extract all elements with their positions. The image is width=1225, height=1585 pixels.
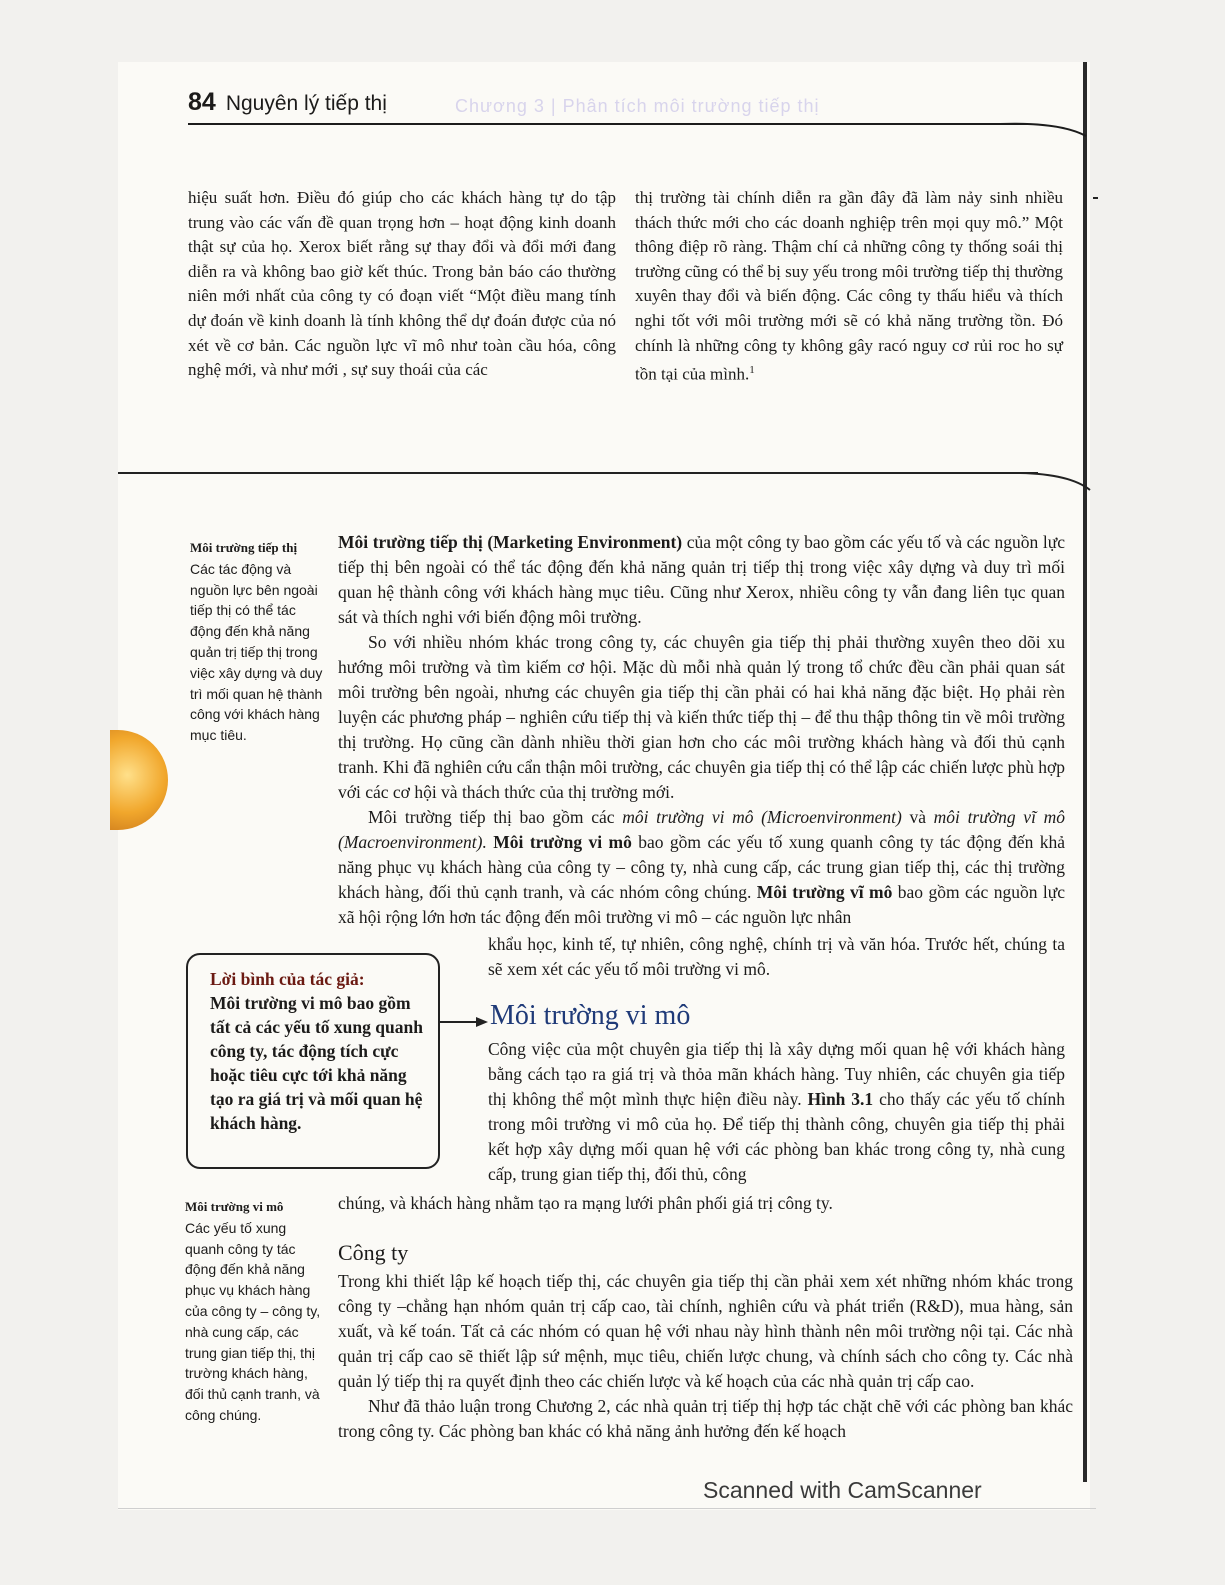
callout-arrow-icon bbox=[440, 1014, 490, 1030]
p3-part-d: bao gồm các nguồn lực xã hội rộng lớn hơn tác động đến môi trường vi mô – các nguồn lực nhân bbox=[338, 882, 1066, 927]
p4-part-b: cho thấy các yếu tố chính trong môi trường vi mô của họ. Để tiếp thị thành công, chuyên gia tiếp thị phải kết hợp xây dựng mối quan hệ với các phòng ban khác trong công ty, nhà cung cấp, trung gian tiếp thị, đối thủ, công bbox=[488, 1089, 1065, 1184]
margin-note-term: Môi trường vi mô bbox=[185, 1199, 284, 1214]
page-spine-shadow bbox=[1083, 62, 1087, 1482]
page-bottom-edge bbox=[118, 1508, 1096, 1509]
main-text-column-2 bbox=[338, 1191, 1065, 1216]
intro-column-left bbox=[188, 186, 616, 383]
main-text-column bbox=[338, 530, 1065, 930]
wrapped-text-column bbox=[488, 932, 1065, 982]
p4-part-a: Công việc của một chuyên gia tiếp thị là xây dựng mối quan hệ với khách hàng bằng cách tạo ra giá trị và thỏa mãn khách hàng. Tuy nhiên, các chuyên gia tiếp thị không thể một mình thực hiện điều này. bbox=[488, 1039, 1065, 1109]
p3-part-b: và bbox=[901, 807, 934, 827]
intro-column-right bbox=[635, 186, 1063, 387]
bleed-through-header: Chương 3 | Phân tích môi trường tiếp thị bbox=[455, 96, 820, 116]
margin-note-microenvironment bbox=[185, 1197, 325, 1426]
author-comment-box bbox=[186, 953, 440, 1169]
callout-title: Lời bình của tác giả: bbox=[210, 969, 365, 989]
running-header bbox=[188, 88, 387, 124]
intro-right-text: thị trường tài chính diễn ra gần đây đã làm nảy sinh nhiều thách thức mới cho các doanh nghiệp trên mọi quy mô.” Một thông điệp rõ ràng. Thậm chí cả những công ty thống soái thị trường cũng có thể bị suy yếu trong môi trường tiếp thị thường xuyên thay đổi và biến động. Các công ty thấu hiểu và thích nghi tốt với môi trường mới sẽ có khả năng trường tồn. Đó chính là những công ty không gây racó nguy cơ rủi roc ho sự tồn tại của mình. bbox=[635, 188, 1063, 384]
paragraph-4-tail: chúng, và khách hàng nhằm tạo ra mạng lưới phân phối giá trị công ty. bbox=[338, 1193, 833, 1213]
intro-left-text: hiệu suất hơn. Điều đó giúp cho các khách hàng tự do tập trung vào các vấn đề quan trọng hơn – hoạt động kinh doanh thật sự của họ. Xerox biết rằng sự thay đổi và đổi mới đang diễn ra và không bao giờ kết thúc. Trong bản báo cáo thường niên mới nhất của công ty có đoạn viết “Một điều mang tính dự đoán về kinh doanh là tính không thể dự đoán được của nó xét về cơ bản. Các nguồn lực vĩ mô như toàn cầu hóa, công nghệ mới, và như mới , sự suy thoái của các bbox=[188, 188, 616, 380]
scanner-watermark: Scanned with CamScanner bbox=[703, 1477, 982, 1503]
book-title: Nguyên lý tiếp thị bbox=[225, 92, 387, 115]
paragraph-5: Trong khi thiết lập kế hoạch tiếp thị, các chuyên gia tiếp thị cần phải xem xét những nhóm khác trong công ty –chẳng hạn nhóm quản trị cấp cao, tài chính, nghiên cứu và phát triển (R&D), mua hàng, sản xuất, và kế toán. Tất cả các nhóm có quan hệ với nhau này hình thành nên môi trường nội tại. Các nhà quản trị cấp cao sẽ thiết lập sứ mệnh, mục tiêu, chiến lược chung, và chính sách cho công ty. Các nhà quản lý tiếp thị ra quyết định theo các chiến lược và kế hoạch của các nhà quản trị cấp cao. bbox=[338, 1271, 1073, 1391]
p3-bold-micro: Môi trường vi mô bbox=[486, 832, 632, 852]
callout-text: Môi trường vi mô bao gồm tất cả các yếu tố xung quanh công ty, tác động tích cực hoặc tiêu cực tới khả năng tạo ra giá trị và mối quan hệ khách hàng. bbox=[210, 993, 423, 1133]
paragraph-4 bbox=[488, 1037, 1065, 1187]
margin-note-term: Môi trường tiếp thị bbox=[190, 540, 298, 555]
p3-part-a: Môi trường tiếp thị bao gồm các bbox=[368, 807, 623, 827]
footnote-mark: 1 bbox=[749, 364, 755, 377]
p3-part-c: bao gồm các yếu tố xung quanh công ty tác động đến khả năng phục vụ khách hàng của công ty – công ty, nhà cung cấp, các trung gian tiếp thị, các thị trường khách hàng, đối thủ cạnh tranh, và các nhóm công chúng. bbox=[338, 832, 1066, 902]
p3-italic-macro: môi trường vĩ mô (Macroenvironment). bbox=[338, 807, 1065, 852]
paragraph-1 bbox=[338, 530, 1065, 630]
margin-note-definition: Các tác động và nguồn lực bên ngoài tiếp thị có thể tác động đến khả năng quản trị tiếp thị trong việc xây dựng và duy trì mối quan hệ thành công với khách hàng mục tiêu. bbox=[190, 560, 323, 744]
sub-heading: Công ty bbox=[338, 1240, 409, 1265]
section-divider bbox=[118, 472, 1038, 474]
p3-italic-micro: môi trường vi mô (Microenvironment) bbox=[622, 807, 902, 827]
paragraph-3-continued: khẩu học, kinh tế, tự nhiên, công nghệ, chính trị và văn hóa. Trước hết, chúng ta sẽ xem xét các yếu tố môi trường vi mô. bbox=[488, 934, 1065, 979]
header-rule bbox=[188, 123, 1028, 125]
margin-note-definition: Các yếu tố xung quanh công ty tác động đến khả năng phục vụ khách hàng của công ty – công ty, nhà cung cấp, các trung gian tiếp thị, thị trường khách hàng, đối thủ cạnh tranh, và công chúng. bbox=[185, 1219, 321, 1423]
section-divider-curve bbox=[1020, 466, 1100, 496]
paragraph-1-text: của một công ty bao gồm các yếu tố và các nguồn lực tiếp thị bên ngoài có thể tác động đến khả năng quản trị tiếp thị trong việc xây dựng và duy trì mối quan hệ thành công với khách hàng mục tiêu. Cũng như Xerox, nhiều công ty vẫn đang liên tục quan sát và thích nghi với biến động môi trường. bbox=[338, 532, 1066, 627]
intro-right-paragraph bbox=[635, 186, 1063, 387]
edge-mark bbox=[1093, 197, 1098, 199]
main-text-column-3 bbox=[338, 1240, 1073, 1444]
page-number: 84 bbox=[188, 88, 216, 116]
term-marketing-environment: Môi trường tiếp thị (Marketing Environment) bbox=[338, 532, 683, 552]
wrapped-text-column-2 bbox=[488, 1037, 1065, 1187]
paragraph-2: So với nhiều nhóm khác trong công ty, các chuyên gia tiếp thị phải thường xuyên theo dõi xu hướng môi trường và tìm kiếm cơ hội. Mặc dù mỗi nhà quản lý trong tổ chức đều cần phải quan sát môi trường bên ngoài, nhưng các chuyên gia tiếp thị cần phải có hai khả năng đặc biệt. Họ phải rèn luyện các phương pháp – nghiên cứu tiếp thị và kiến thức tiếp thị – để thu thập thông tin về môi trường thị trường. Họ cũng cần dành nhiều thời gian hơn cho các môi trường khách hàng và đối thủ cạnh tranh. Khi đã nghiên cứu cẩn thận môi trường, các chuyên gia tiếp thị có thể lập các chiến lược phù hợp với các cơ hội và thách thức của thị trường mới. bbox=[338, 632, 1065, 802]
paragraph-3 bbox=[338, 805, 1065, 930]
margin-note-marketing-environment bbox=[190, 538, 330, 746]
header-rule-curve bbox=[1000, 118, 1090, 138]
paragraph-6: Như đã thảo luận trong Chương 2, các nhà quản trị tiếp thị hợp tác chặt chẽ với các phòng ban khác trong công ty. Các phòng ban khác có khả năng ảnh hưởng đến kế hoạch bbox=[338, 1396, 1073, 1441]
p3-bold-macro: Môi trường vĩ mô bbox=[756, 882, 893, 902]
figure-reference: Hình 3.1 bbox=[807, 1089, 874, 1109]
section-heading: Môi trường vi mô bbox=[490, 1000, 691, 1031]
